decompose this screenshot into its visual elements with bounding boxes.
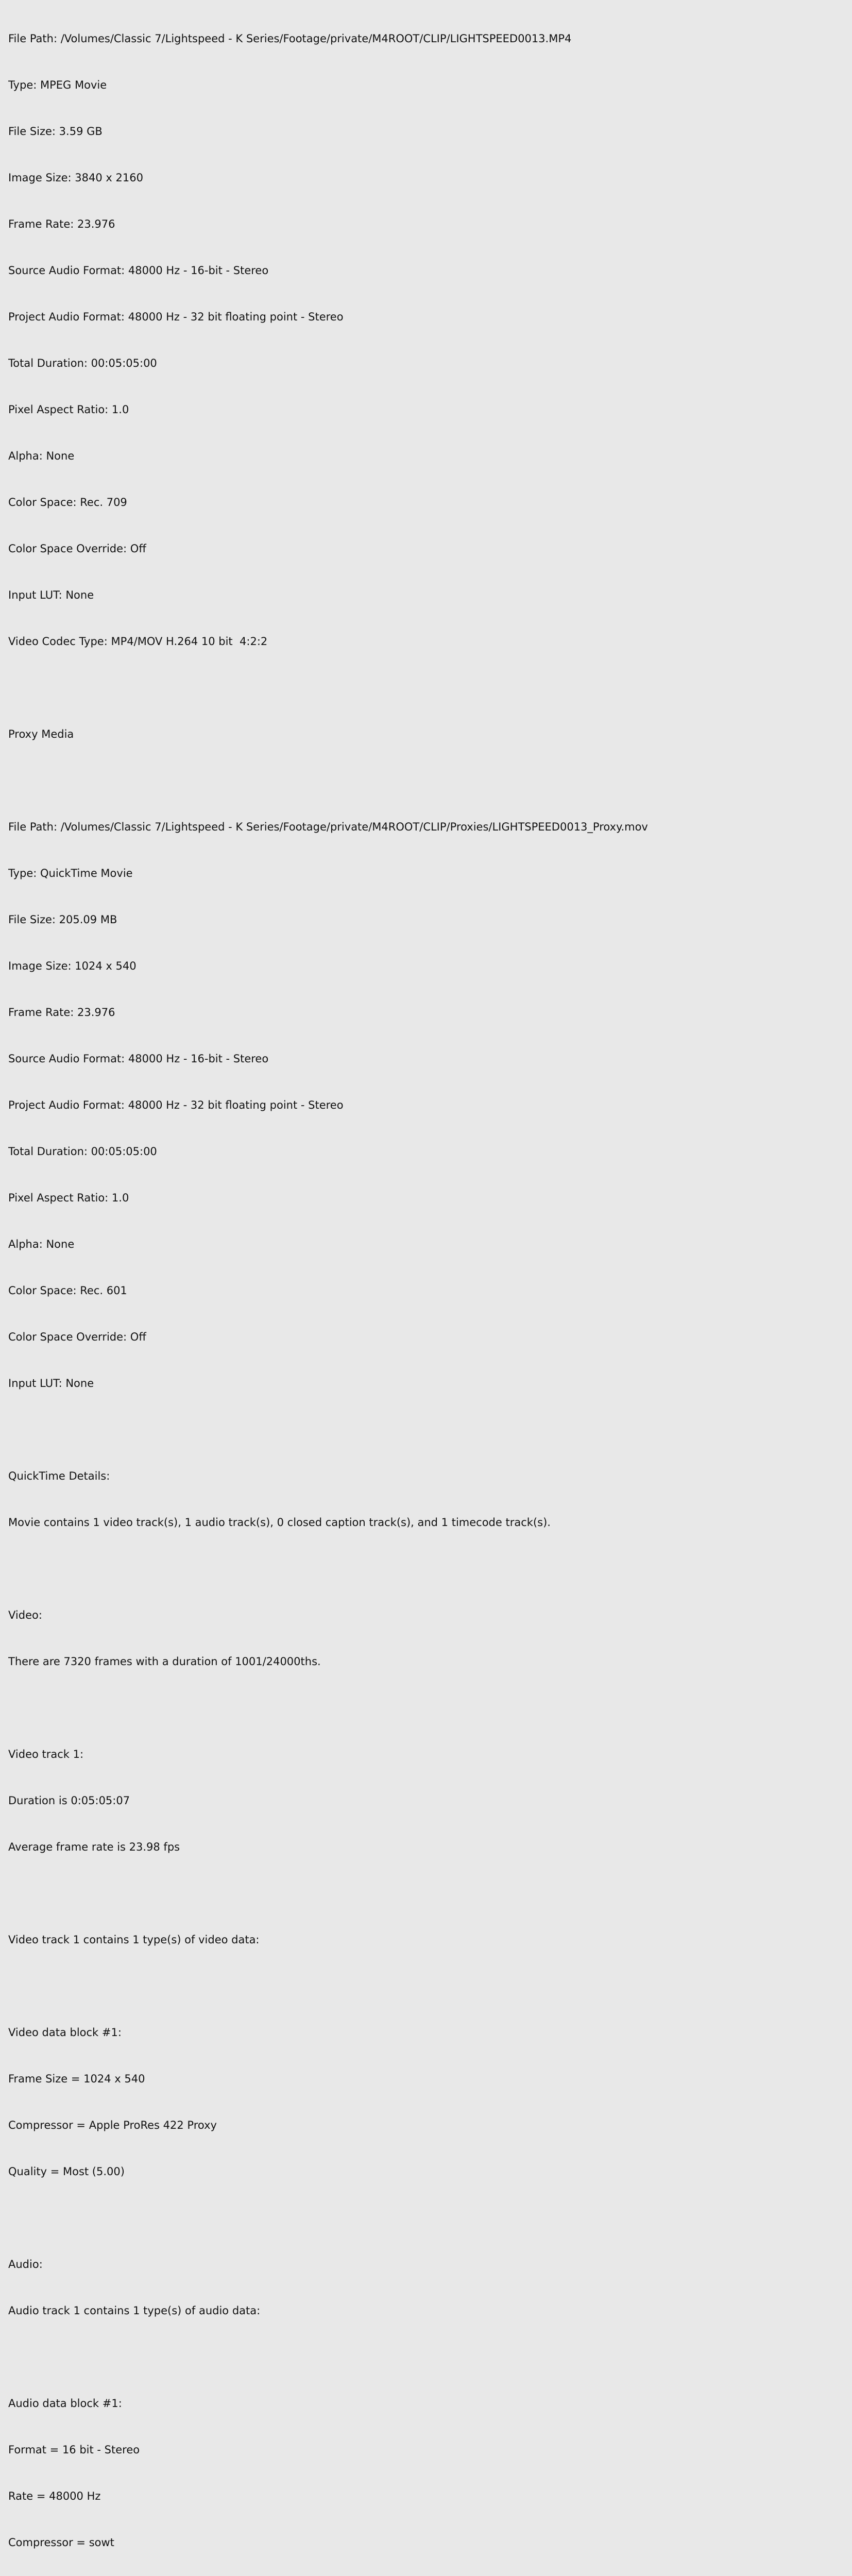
video-heading: Video: (8, 1609, 42, 1621)
source-color-space: Color Space: Rec. 709 (8, 496, 127, 509)
quicktime-details-heading: QuickTime Details: (8, 1470, 110, 1482)
spacer (8, 1561, 843, 1577)
spacer (8, 2349, 843, 2365)
source-input-lut: Input LUT: None (8, 589, 94, 601)
proxy-file-size: File Size: 205.09 MB (8, 913, 117, 926)
proxy-color-space-override: Color Space Override: Off (8, 1331, 146, 1343)
proxy-file-path: File Path: /Volumes/Classic 7/Lightspeed - K Series/Footage/private/M4ROOT/CLIP/Proxies/LIGHTSPEED0013_Proxy.mov (8, 821, 648, 833)
video-track-types: Video track 1 contains 1 type(s) of video data: (8, 1934, 260, 1946)
audio-data-block-heading: Audio data block #1: (8, 2397, 122, 2410)
audio-format: Format = 16 bit - Stereo (8, 2444, 140, 2456)
proxy-pixel-aspect-ratio: Pixel Aspect Ratio: 1.0 (8, 1192, 129, 1204)
proxy-input-lut: Input LUT: None (8, 1377, 94, 1389)
video-compressor: Compressor = Apple ProRes 422 Proxy (8, 2119, 217, 2131)
proxy-media-heading: Proxy Media (8, 728, 74, 740)
proxy-frame-rate: Frame Rate: 23.976 (8, 1006, 115, 1019)
audio-compressor: Compressor = sowt (8, 2536, 114, 2549)
proxy-source-audio-format: Source Audio Format: 48000 Hz - 16-bit - Stereo (8, 1053, 269, 1065)
source-audio-format: Source Audio Format: 48000 Hz - 16-bit - Stereo (8, 264, 269, 277)
proxy-alpha: Alpha: None (8, 1238, 75, 1250)
video-track-heading: Video track 1: (8, 1748, 84, 1760)
video-frame-size: Frame Size = 1024 x 540 (8, 2073, 145, 2085)
source-alpha: Alpha: None (8, 450, 75, 462)
spacer (8, 1422, 843, 1437)
source-color-space-override: Color Space Override: Off (8, 543, 146, 555)
spacer (8, 773, 843, 788)
proxy-image-size: Image Size: 1024 x 540 (8, 960, 137, 972)
video-data-block-heading: Video data block #1: (8, 2026, 122, 2039)
audio-track-types: Audio track 1 contains 1 type(s) of audio data: (8, 2304, 261, 2317)
source-file-size: File Size: 3.59 GB (8, 125, 103, 138)
proxy-color-space: Color Space: Rec. 601 (8, 1284, 127, 1297)
source-image-size: Image Size: 3840 x 2160 (8, 172, 143, 184)
proxy-project-audio-format: Project Audio Format: 48000 Hz - 32 bit floating point - Stereo (8, 1099, 344, 1111)
spacer (8, 1886, 843, 1901)
source-total-duration: Total Duration: 00:05:05:00 (8, 357, 157, 369)
spacer (8, 2210, 843, 2226)
audio-heading: Audio: (8, 2258, 43, 2270)
spacer (8, 680, 843, 696)
spacer (8, 1700, 843, 1716)
spacer (8, 1978, 843, 1994)
video-track-duration: Duration is 0:05:05:07 (8, 1794, 130, 1807)
source-pixel-aspect-ratio: Pixel Aspect Ratio: 1.0 (8, 403, 129, 416)
source-type: Type: MPEG Movie (8, 79, 107, 91)
source-video-codec-type: Video Codec Type: MP4/MOV H.264 10 bit 4:2:2 (8, 635, 268, 648)
source-frame-rate: Frame Rate: 23.976 (8, 218, 115, 230)
video-average-frame-rate: Average frame rate is 23.98 fps (8, 1841, 180, 1853)
source-file-path: File Path: /Volumes/Classic 7/Lightspeed - K Series/Footage/private/M4ROOT/CLIP/LIGHTSPEED0013.MP4 (8, 32, 572, 45)
video-frame-count: There are 7320 frames with a duration of 1001/24000ths. (8, 1655, 321, 1668)
proxy-type: Type: QuickTime Movie (8, 867, 133, 879)
media-properties-text (8, 0, 843, 2576)
video-quality: Quality = Most (5.00) (8, 2165, 125, 2178)
proxy-total-duration: Total Duration: 00:05:05:00 (8, 1145, 157, 1158)
audio-rate: Rate = 48000 Hz (8, 2490, 101, 2502)
source-project-audio-format: Project Audio Format: 48000 Hz - 32 bit floating point - Stereo (8, 311, 344, 323)
quicktime-track-summary: Movie contains 1 video track(s), 1 audio track(s), 0 closed caption track(s), and 1 timecode track(s). (8, 1516, 551, 1529)
